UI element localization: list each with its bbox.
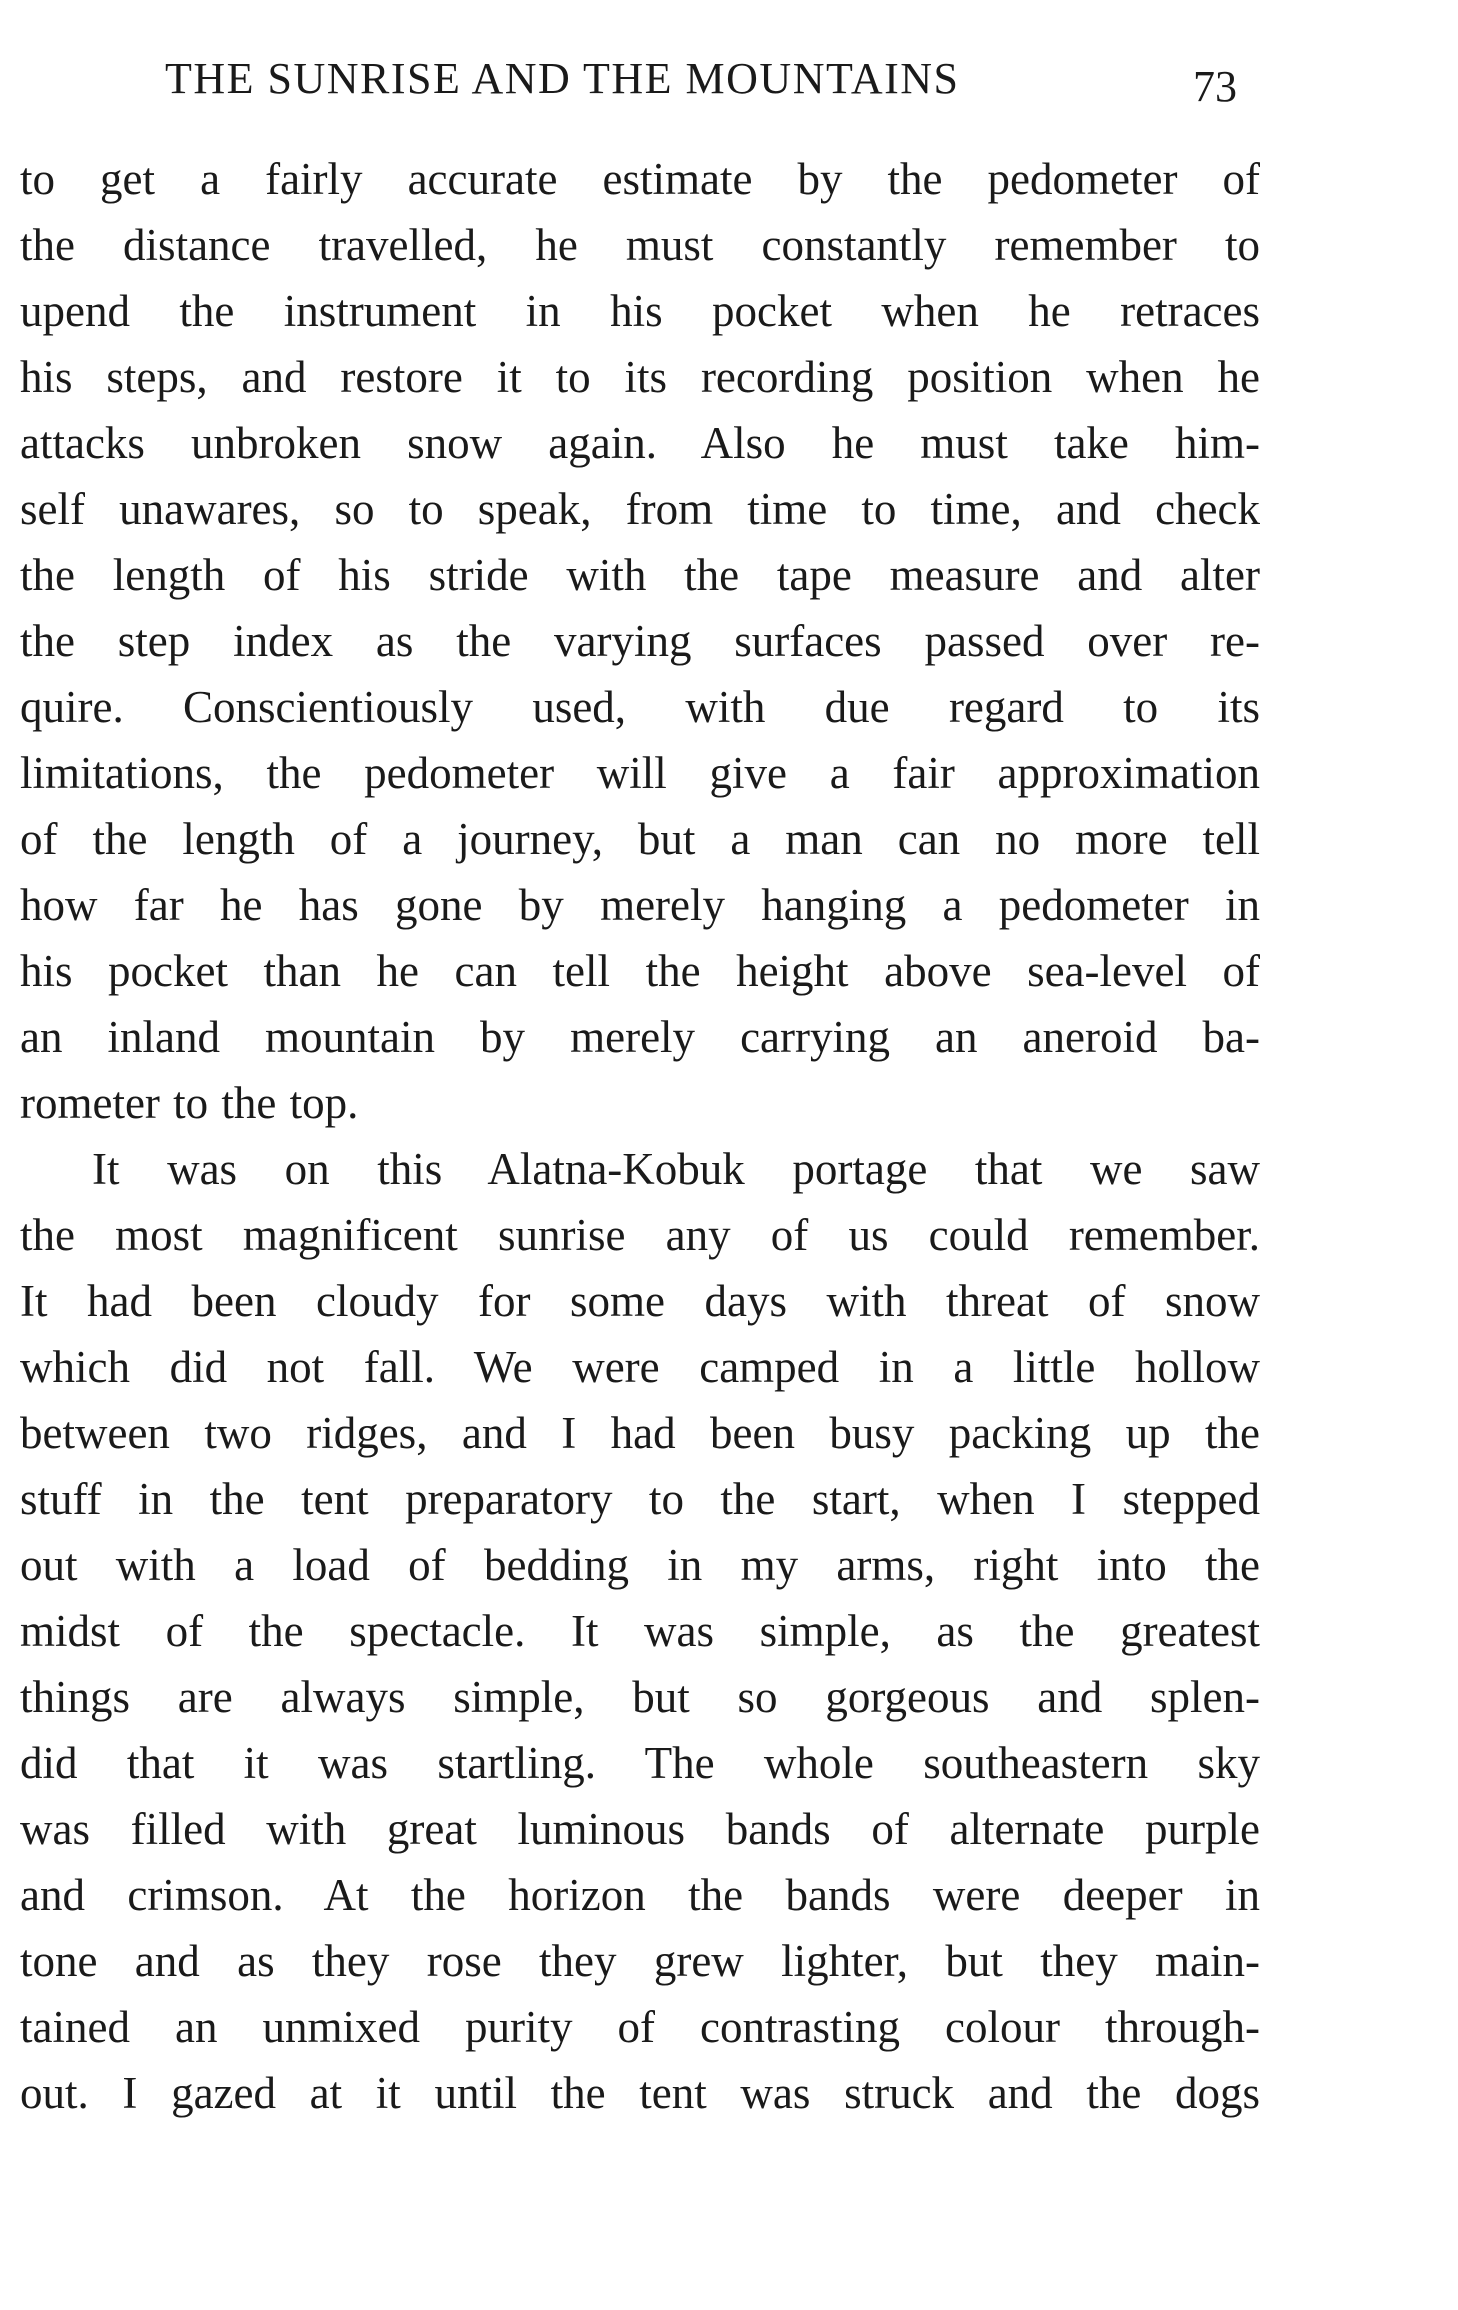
text-line: between two ridges, and I had been busy packing up the: [20, 1408, 1260, 1458]
text-line: stuff in the tent preparatory to the start, when I stepped: [20, 1474, 1260, 1524]
text-line: the distance travelled, he must constantly remember to: [20, 220, 1260, 270]
running-head: [165, 44, 1265, 114]
text-line: tained an unmixed purity of contrasting colour through-: [20, 2002, 1260, 2052]
text-line: an inland mountain by merely carrying an aneroid ba-: [20, 1012, 1260, 1062]
text-line: how far he has gone by merely hanging a pedometer in: [20, 880, 1260, 930]
body-text: [20, 146, 1260, 2126]
text-line: quire. Conscientiously used, with due regard to its: [20, 682, 1260, 732]
text-line: the step index as the varying surfaces passed over re-: [20, 616, 1260, 666]
text-line: It had been cloudy for some days with threat of snow: [20, 1276, 1260, 1326]
text-line: things are always simple, but so gorgeous and splen-: [20, 1672, 1260, 1722]
text-line: upend the instrument in his pocket when he retraces: [20, 286, 1260, 336]
text-line: the length of his stride with the tape measure and alter: [20, 550, 1260, 600]
text-line: and crimson. At the horizon the bands were deeper in: [20, 1870, 1260, 1920]
chapter-title: THE SUNRISE AND THE MOUNTAINS: [165, 54, 960, 103]
text-line: the most magnificent sunrise any of us could remember.: [20, 1210, 1260, 1260]
paragraph-start-line: It was on this Alatna-Kobuk portage that we saw: [92, 1144, 1260, 1194]
text-line: out. I gazed at it until the tent was struck and the dogs: [20, 2068, 1260, 2118]
text-line: out with a load of bedding in my arms, right into the: [20, 1540, 1260, 1590]
text-line: limitations, the pedometer will give a fair approximation: [20, 748, 1260, 798]
text-line: his pocket than he can tell the height above sea-level of: [20, 946, 1260, 996]
page-number: 73: [1193, 62, 1237, 111]
text-line: to get a fairly accurate estimate by the pedometer of: [20, 154, 1260, 204]
text-line: was filled with great luminous bands of alternate purple: [20, 1804, 1260, 1854]
text-line: midst of the spectacle. It was simple, as the greatest: [20, 1606, 1260, 1656]
text-line: of the length of a journey, but a man can no more tell: [20, 814, 1260, 864]
text-line: self unawares, so to speak, from time to time, and check: [20, 484, 1260, 534]
paragraph-end-line: rometer to the top.: [20, 1078, 359, 1128]
text-line: tone and as they rose they grew lighter, but they main-: [20, 1936, 1260, 1986]
text-line: attacks unbroken snow again. Also he must take him-: [20, 418, 1260, 468]
text-line: which did not fall. We were camped in a little hollow: [20, 1342, 1260, 1392]
text-line: did that it was startling. The whole southeastern sky: [20, 1738, 1260, 1788]
text-line: his steps, and restore it to its recording position when he: [20, 352, 1260, 402]
